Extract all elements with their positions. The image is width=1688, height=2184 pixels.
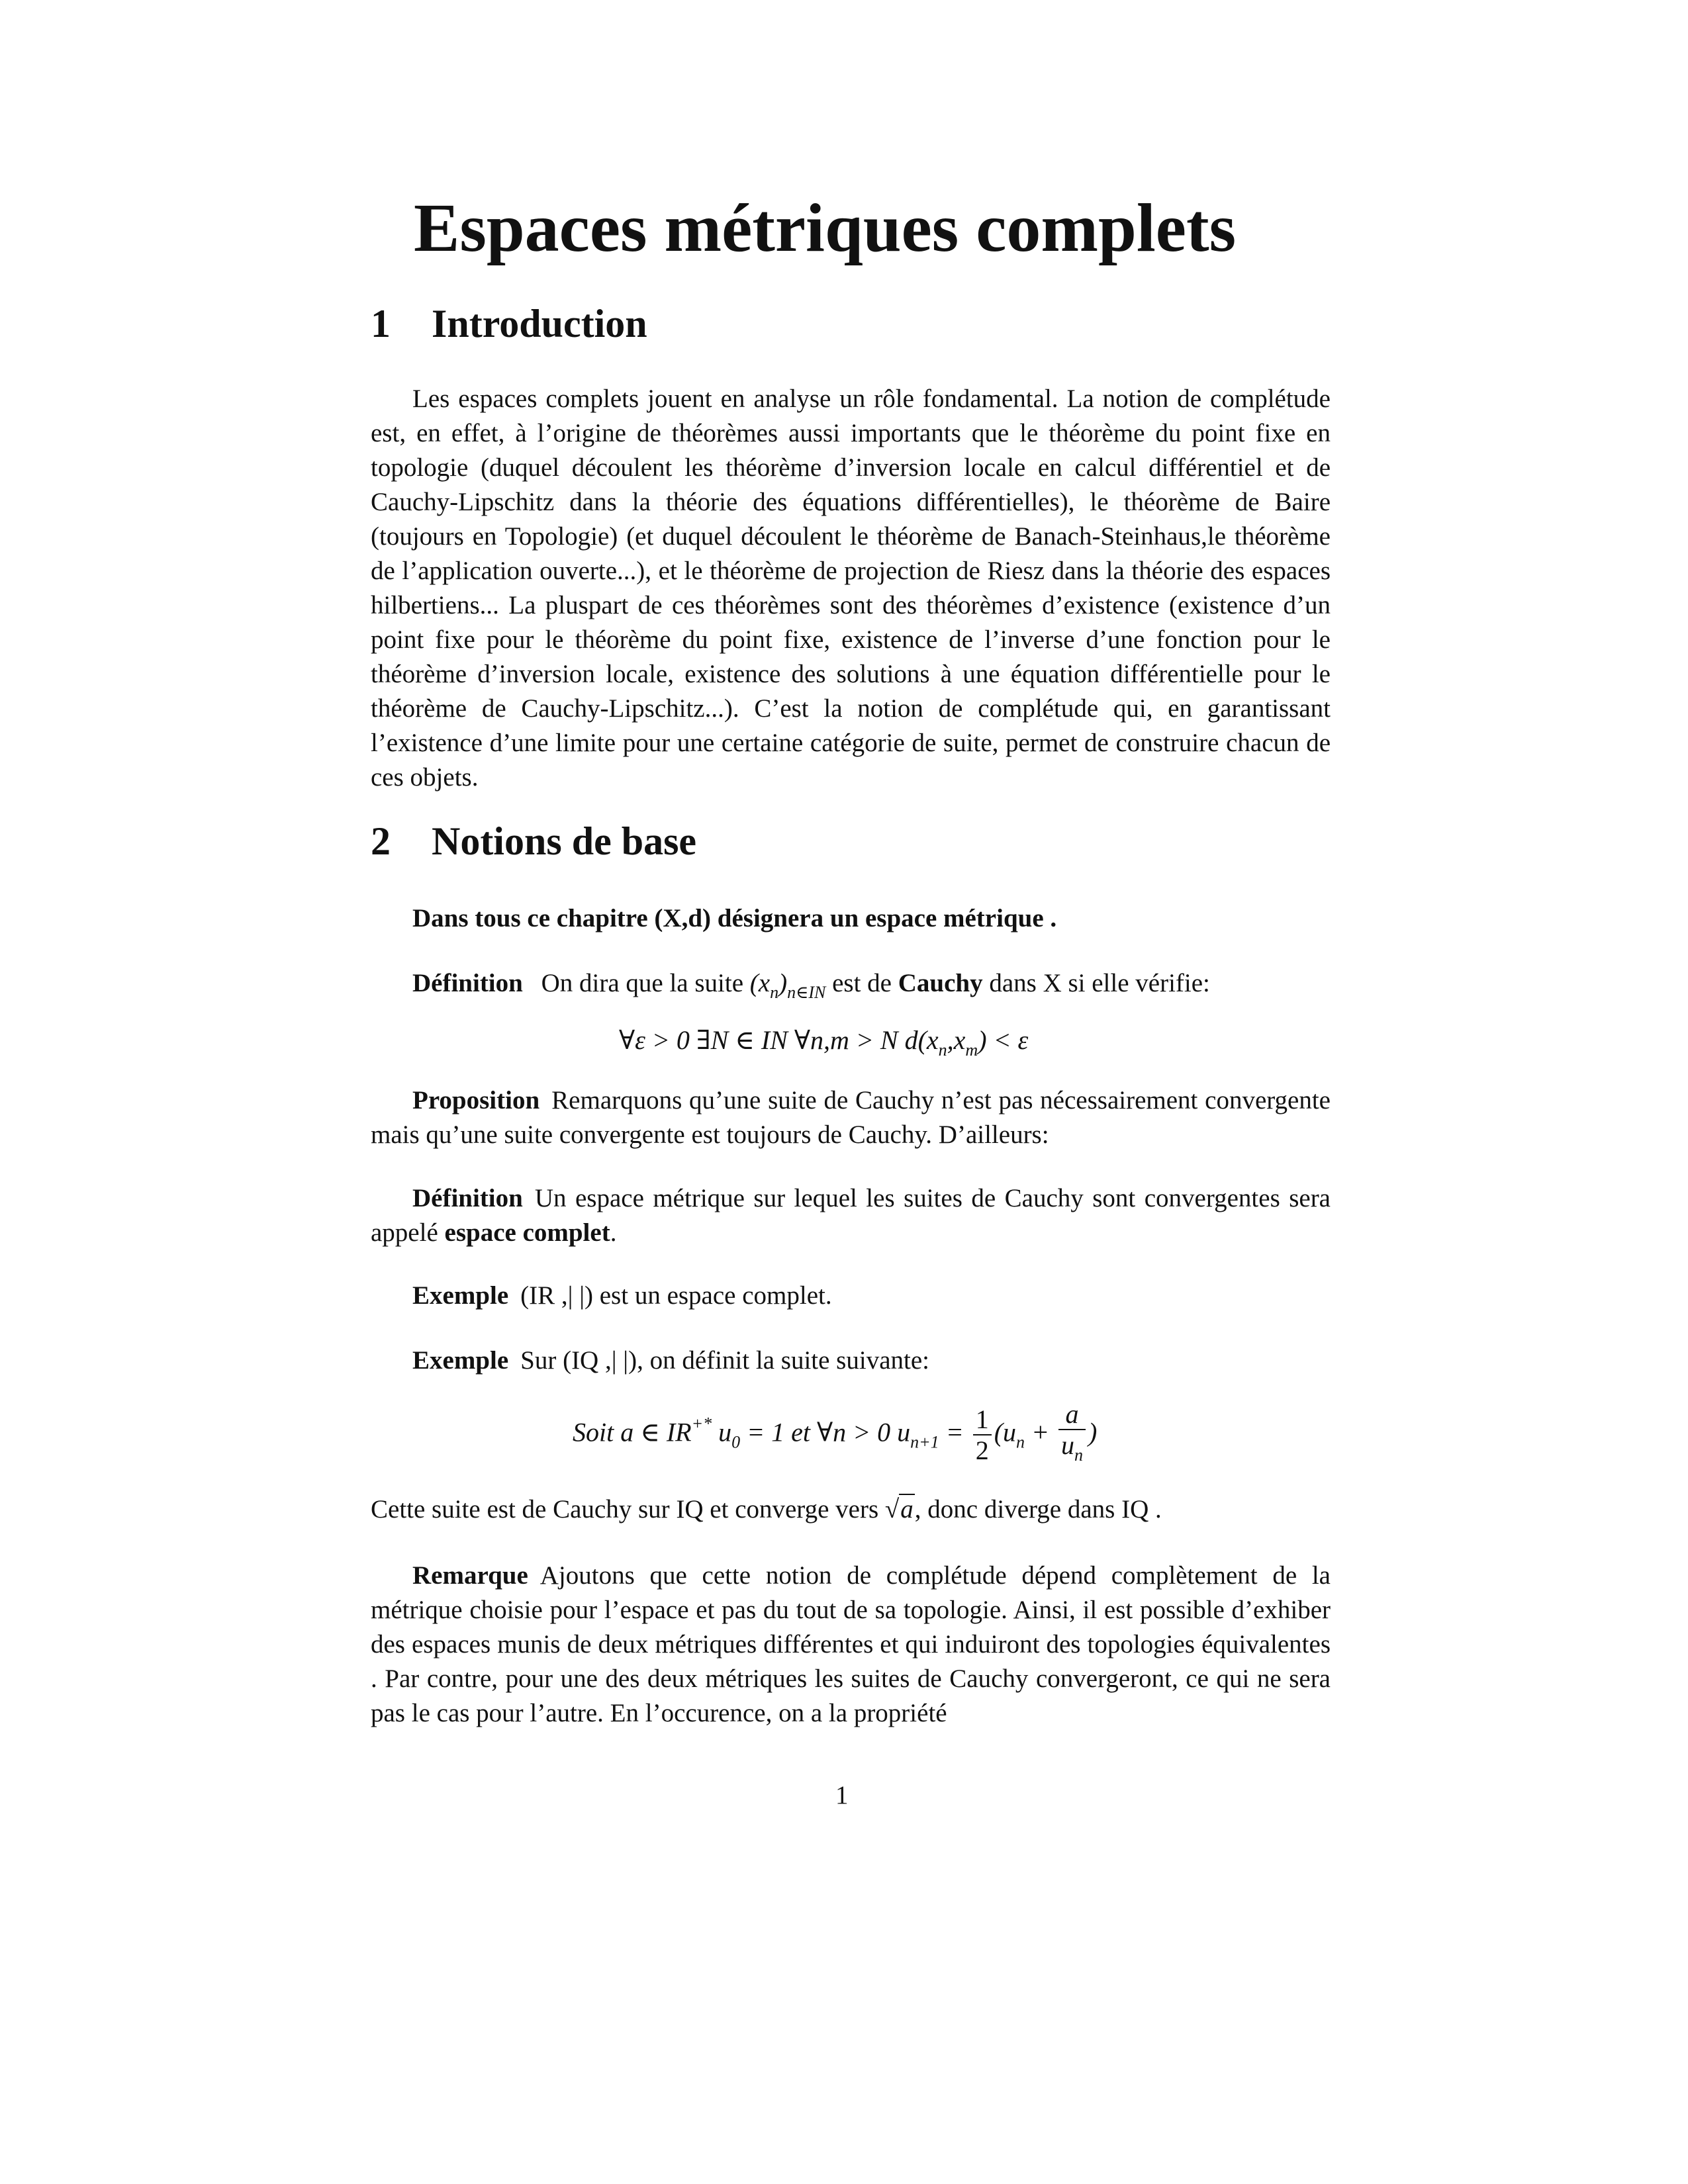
section-number: 1 xyxy=(371,302,391,345)
remark xyxy=(371,1559,1331,1731)
convergence-statement: Cette suite est de Cauchy sur IQ et converge vers √a, donc diverge dans IQ . xyxy=(371,1492,1162,1527)
proposition-label: Proposition xyxy=(412,1086,540,1115)
sqrt-expression: √a xyxy=(884,1495,914,1524)
definition-label: Définition xyxy=(412,1184,523,1212)
chapter-note: Dans tous ce chapitre (X,d) désignera un espace métrique . xyxy=(412,904,1057,933)
example-label: Exemple xyxy=(412,1346,509,1375)
proposition-text: Remarquons qu’une suite de Cauchy n’est pas nécessairement convergente mais qu’une suite convergente est toujours de Cauchy. D’ailleurs: xyxy=(371,1086,1331,1149)
fraction-one-half: $\frac{1}{2}$ xyxy=(973,1405,992,1466)
remark-label: Remarque xyxy=(412,1561,528,1590)
proposition xyxy=(371,1083,1331,1152)
definition-text: est de xyxy=(832,969,892,997)
definition-text: On dira que la suite xyxy=(541,969,744,997)
section-heading-notions xyxy=(371,819,696,864)
section-number: 2 xyxy=(371,819,391,863)
intro-paragraph: Les espaces complets jouent en analyse un rôle fondamental. La notion de complétude est, en effet, à l’origine de théorèmes aussi importants que le théorème du point fixe en topologie (duquel découlent les théorème d’inversion locale en calcul différentiel et de Cauchy-Lipschitz dans la théorie des équations différentielles), le théorème de Baire (toujours en Topologie) (et duquel découlent le théorème de Banach-Steinhaus,le théorème de l’application ouverte...), et le théorème de projection de Riesz dans la théorie des espaces hilbertiens... La pluspart de ces théorèmes sont des théorèmes d’existence (existence d’un point fixe pour le théorème du point fixe, existence de l’inverse d’une fonction pour le théorème d’inversion locale, existence des solutions à une équation différentielle pour le théorème de Cauchy-Lipschitz...). C’est la notion de complétude qui, en garantissant l’existence d’une limite pour une certaine catégorie de suite, permet de construire chacun de ces objets. xyxy=(371,385,1331,792)
example-rationals xyxy=(412,1343,929,1378)
term-espace-complet: espace complet xyxy=(444,1218,610,1247)
example-text: Sur (IQ ,| |), on définit la suite suivante: xyxy=(520,1346,929,1375)
definition-cauchy xyxy=(412,966,1210,1010)
term-cauchy: Cauchy xyxy=(898,969,983,997)
sequence-definition-equation: Soit a ∈ IR+* $u_0 = 1$ et ∀n > 0 $u_{n+1}$ = $\frac{1}{2}$ ($u_n$ + $\frac{a}{u_n}$ ) xyxy=(573,1400,1097,1471)
document-title: Espaces métriques complets xyxy=(414,190,1237,266)
definition-complete: Définition Un espace métrique sur lequel les suites de Cauchy sont convergentes sera appelé espace complet. xyxy=(371,1184,1331,1247)
example-label: Exemple xyxy=(412,1281,509,1310)
sequence-notation: $(x_n)_{n\in IN}$ xyxy=(749,969,826,1002)
example-reals xyxy=(412,1279,832,1313)
example-text: (IR ,| |) est un espace complet. xyxy=(520,1281,832,1310)
definition-text: dans X si elle vérifie: xyxy=(989,969,1210,997)
section-title: Introduction xyxy=(432,302,647,345)
definition-label: Définition xyxy=(412,969,523,997)
fraction-a-over-un: $\frac{a}{u_n}$ xyxy=(1058,1400,1086,1471)
remark-text: Ajoutons que cette notion de complétude dépend complètement de la métrique choisie pour l’espace et pas du tout de sa topologie. Ainsi, il est possible d’exhiber des espaces munis de deux métriques différentes et qui induiront des topologies équivalentes . Par contre, pour une des deux métriques les suites de Cauchy convergeront, ce qui ne sera pas le cas pour l’autre. En l’occurence, on a la propriété xyxy=(371,1561,1331,1727)
cauchy-condition-equation: ∀ε > 0 ∃N ∈ IN ∀n,m > N $d(x_n,x_m) < \varepsilon$ xyxy=(619,1025,1029,1060)
section-title: Notions de base xyxy=(432,819,697,863)
definition-text: Un espace métrique sur lequel les suites de Cauchy sont convergentes sera appelé xyxy=(371,1184,1331,1247)
page-number: 1 xyxy=(835,1781,849,1809)
section-heading-introduction xyxy=(371,301,647,347)
